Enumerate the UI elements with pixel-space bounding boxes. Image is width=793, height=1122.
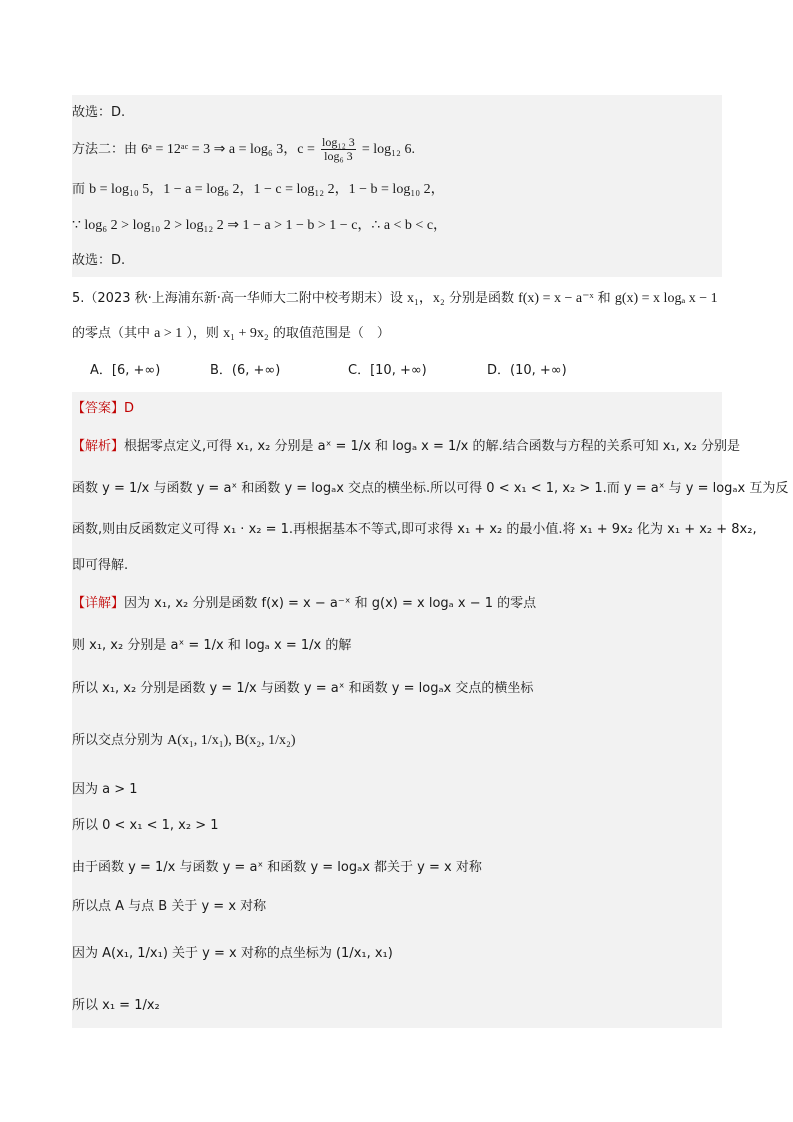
analysis-line-2: 函数 y = 1/x 与函数 y = aˣ 和函数 y = logₐx 交点的横坐标.所以可得 0 < x₁ < 1, x₂ > 1.而 y = aˣ 与 y = logₐx 互为反 — [72, 481, 789, 496]
analysis-line-1 — [72, 437, 740, 457]
top-line-1: 故选：D. — [72, 105, 126, 120]
detail-text-1: 因为 x₁, x₂ 分别是函数 f(x) = x − a⁻ˣ 和 g(x) = x logₐ x − 1 的零点 — [124, 596, 537, 611]
top-line-2-math: 6ᵃ = 12ᵃᶜ = 3 ⇒ a = log₆ 3，c = — [141, 142, 315, 157]
detail-tag: 【详解】 — [72, 596, 125, 611]
detail-line-5: 因为 a > 1 — [72, 782, 138, 797]
detail-line-2: 则 x₁, x₂ 分别是 aˣ = 1/x 和 logₐ x = 1/x 的解 — [72, 638, 352, 653]
top-line-2-fraction — [321, 136, 356, 163]
detail-line-8: 所以点 A 与点 B 关于 y = x 对称 — [72, 899, 267, 914]
question-function-f: f(x) = x − a⁻ˣ — [518, 291, 594, 306]
question-line-1 — [72, 289, 718, 309]
question-text-2a: 的零点（其中 — [72, 326, 151, 341]
detail-line-7: 由于函数 y = 1/x 与函数 y = aˣ 和函数 y = logₐx 都关于 y = x 对称 — [72, 860, 482, 875]
option-b: B．(6, +∞) — [210, 363, 281, 378]
analysis-text-1: 根据零点定义,可得 x₁, x₂ 分别是 aˣ = 1/x 和 logₐ x = 1/x 的解.结合函数与方程的关系可知 x₁, x₂ 分别是 — [124, 439, 740, 454]
top-line-2-text: 方法二：由 — [72, 142, 138, 157]
option-d: D．(10, +∞) — [487, 363, 567, 378]
detail-line-4 — [72, 731, 296, 751]
detail-line-3: 所以 x₁, x₂ 分别是函数 y = 1/x 与函数 y = aˣ 和函数 y = logₐx 交点的横坐标 — [72, 681, 534, 696]
detail-points: A(x₁, 1/x₁), B(x₂, 1/x₂) — [167, 733, 296, 748]
option-c: C．[10, +∞) — [348, 363, 427, 378]
analysis-line-4: 即可得解. — [72, 558, 129, 573]
top-line-3-math: b = log₁₀ 5，1 − a = log₆ 2，1 − c = log₁₂ 2，1 − b = log₁₀ 2， — [89, 182, 445, 197]
question-expression: x₁ + 9x₂ — [223, 326, 269, 341]
fraction-numerator: log₁₂ 3 — [322, 135, 355, 149]
top-line-2-math-end: = log₁₂ 6. — [361, 142, 415, 157]
fraction-denominator: log₆ 3 — [324, 149, 353, 163]
top-line-2 — [72, 136, 415, 163]
detail-line-10: 所以 x₁ = 1/x₂ — [72, 998, 160, 1013]
question-text: 分别是函数 — [448, 291, 514, 306]
option-a: A．[6, +∞) — [90, 363, 161, 378]
top-line-3-text: 而 — [72, 182, 86, 197]
top-line-5: 故选：D. — [72, 253, 126, 268]
analysis-line-3: 函数,则由反函数定义可得 x₁ · x₂ = 1.再根据基本不等式,即可求得 x₁ + x₂ 的最小值.将 x₁ + 9x₂ 化为 x₁ + x₂ + 8x₂, — [72, 522, 757, 537]
question-function-g: g(x) = x logₐ x − 1 — [614, 291, 718, 306]
top-line-4: ∵ log₆ 2 > log₁₀ 2 > log₁₂ 2 ⇒ 1 − a > 1 − b > 1 − c，∴ a < b < c， — [72, 218, 448, 233]
top-line-3 — [72, 180, 445, 200]
question-line-2 — [72, 324, 390, 344]
question-and: 和 — [597, 291, 611, 306]
question-text-2e: 的取值范围是（ ） — [272, 326, 390, 341]
question-text-2c: ），则 — [186, 326, 219, 341]
question-vars: x₁，x₂ — [407, 291, 445, 306]
detail-line-6: 所以 0 < x₁ < 1, x₂ > 1 — [72, 818, 219, 833]
question-condition: a > 1 — [154, 326, 183, 341]
analysis-tag: 【解析】 — [72, 439, 125, 454]
detail-text-4: 所以交点分别为 — [72, 733, 164, 748]
detail-line-9: 因为 A(x₁, 1/x₁) 关于 y = x 对称的点坐标为 (1/x₁, x₁) — [72, 946, 393, 961]
question-source: 5.（2023 秋·上海浦东新·高一华师大二附中校考期末）设 — [72, 291, 403, 306]
detail-line-1 — [72, 594, 536, 614]
answer-tag: 【答案】D — [72, 401, 135, 416]
